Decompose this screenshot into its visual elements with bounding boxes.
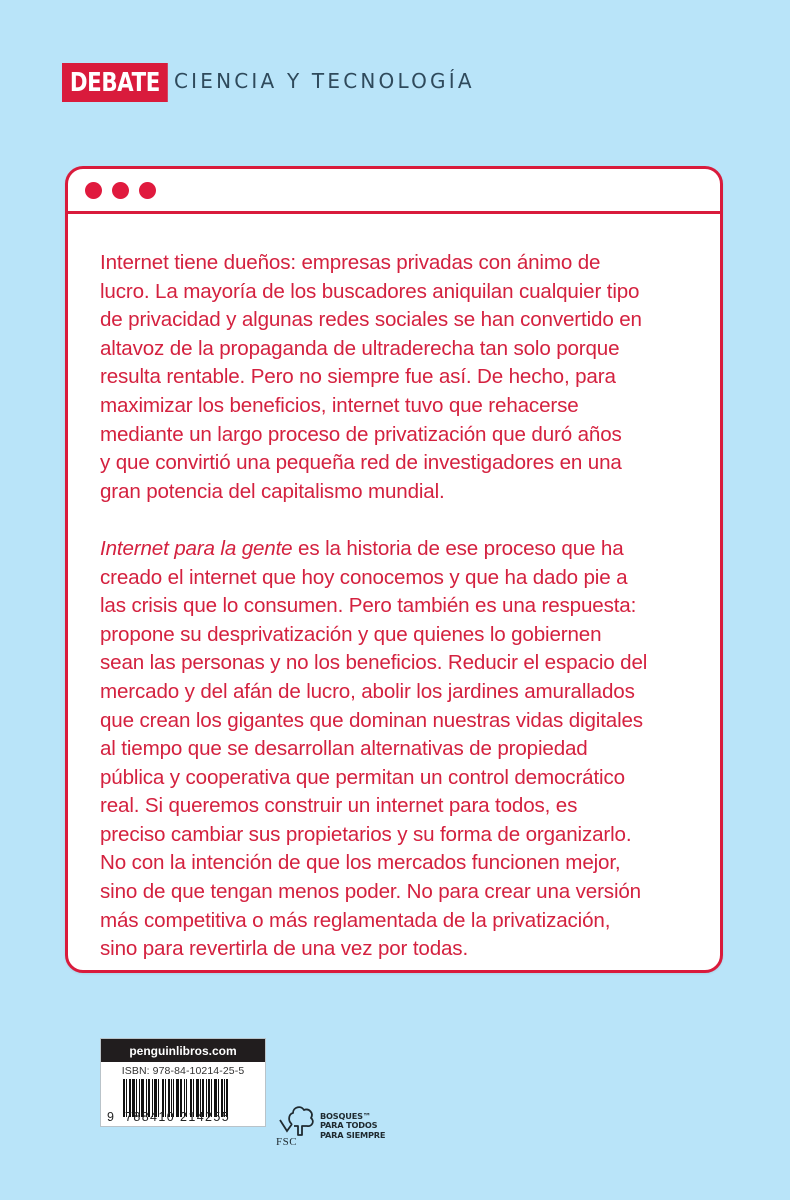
paragraph-1 bbox=[100, 249, 700, 506]
text-line: y que convirtió una pequeña red de investigadores en una bbox=[100, 451, 622, 475]
text-line: las crisis que lo consumen. Pero también es una respuesta: bbox=[100, 594, 637, 618]
text-line: más competitiva o más reglamentada de la privatización, bbox=[100, 908, 611, 932]
blurb-text bbox=[100, 249, 700, 964]
isbn-label: ISBN: 978-84-10214-25-5 bbox=[121, 1065, 245, 1077]
text-line: al tiempo que se desarrollan alternativas de propiedad bbox=[100, 737, 588, 761]
text-line: sean las personas y no los beneficios. Reducir el espacio del bbox=[100, 651, 648, 675]
text-line: creado el internet que hoy conocemos y que ha dado pie a bbox=[100, 565, 628, 589]
publisher-logo: DEBATE bbox=[62, 63, 168, 102]
text-line: lucro. La mayoría de los buscadores aniquilan cualquier tipo bbox=[100, 279, 640, 303]
tree-checkmark-icon bbox=[278, 1104, 318, 1138]
isbn-barcode bbox=[100, 1038, 266, 1127]
text-line: mercado y del afán de lucro, abolir los jardines amurallados bbox=[100, 679, 635, 703]
publisher-website: penguinlibros.com bbox=[101, 1039, 265, 1062]
text-line: No con la intención de que los mercados funcionen mejor, bbox=[100, 851, 621, 875]
paragraph-2 bbox=[100, 535, 700, 964]
text-line: gran potencia del capitalismo mundial. bbox=[100, 479, 445, 503]
text-line: real. Si queremos construir un internet para todos, es bbox=[100, 794, 578, 818]
book-title: Internet para la gente bbox=[100, 536, 293, 560]
text-line: resulta rentable. Pero no siempre fue así. De hecho, para bbox=[100, 365, 616, 389]
window-dot-icon-2 bbox=[112, 182, 129, 199]
collection-title: CIENCIA Y TECNOLOGÍA bbox=[174, 69, 475, 93]
text-line: mediante un largo proceso de privatización que duró años bbox=[100, 422, 622, 446]
text-line: propone su desprivatización y que quienes lo gobiernen bbox=[100, 622, 602, 646]
text-line: sino de que tengan menos poder. No para crear una versión bbox=[100, 880, 641, 904]
text-line: de privacidad y algunas redes sociales se han convertido en bbox=[100, 308, 642, 332]
text-line: que crean los gigantes que dominan nuestras vidas digitales bbox=[100, 708, 643, 732]
browser-window-frame bbox=[65, 166, 723, 973]
barcode-digits: 9 788410 214255 bbox=[107, 1110, 231, 1124]
window-titlebar bbox=[68, 169, 720, 214]
text-line: sino para revertirla de una vez por todas. bbox=[100, 937, 469, 961]
text-line: pública y cooperativa que permitan un control democrático bbox=[100, 765, 625, 789]
text-line: altavoz de la propaganda de ultraderecha tan solo porque bbox=[100, 336, 620, 360]
text-line: Internet tiene dueños: empresas privadas con ánimo de bbox=[100, 251, 601, 274]
fsc-slogan: BOSQUES™ PARA TODOS PARA SIEMPRE bbox=[320, 1111, 386, 1140]
text-line: preciso cambiar sus propietarios y su forma de organizarlo. bbox=[100, 822, 632, 846]
text-line: maximizar los beneficios, internet tuvo que rehacerse bbox=[100, 393, 579, 417]
window-dot-icon-3 bbox=[139, 182, 156, 199]
fsc-label: FSC bbox=[276, 1136, 298, 1148]
series-header bbox=[62, 63, 475, 102]
text-line: Internet para la gente es la historia de ese proceso que ha bbox=[100, 536, 624, 560]
fsc-logo bbox=[276, 1104, 406, 1154]
window-dot-icon-1 bbox=[85, 182, 102, 199]
